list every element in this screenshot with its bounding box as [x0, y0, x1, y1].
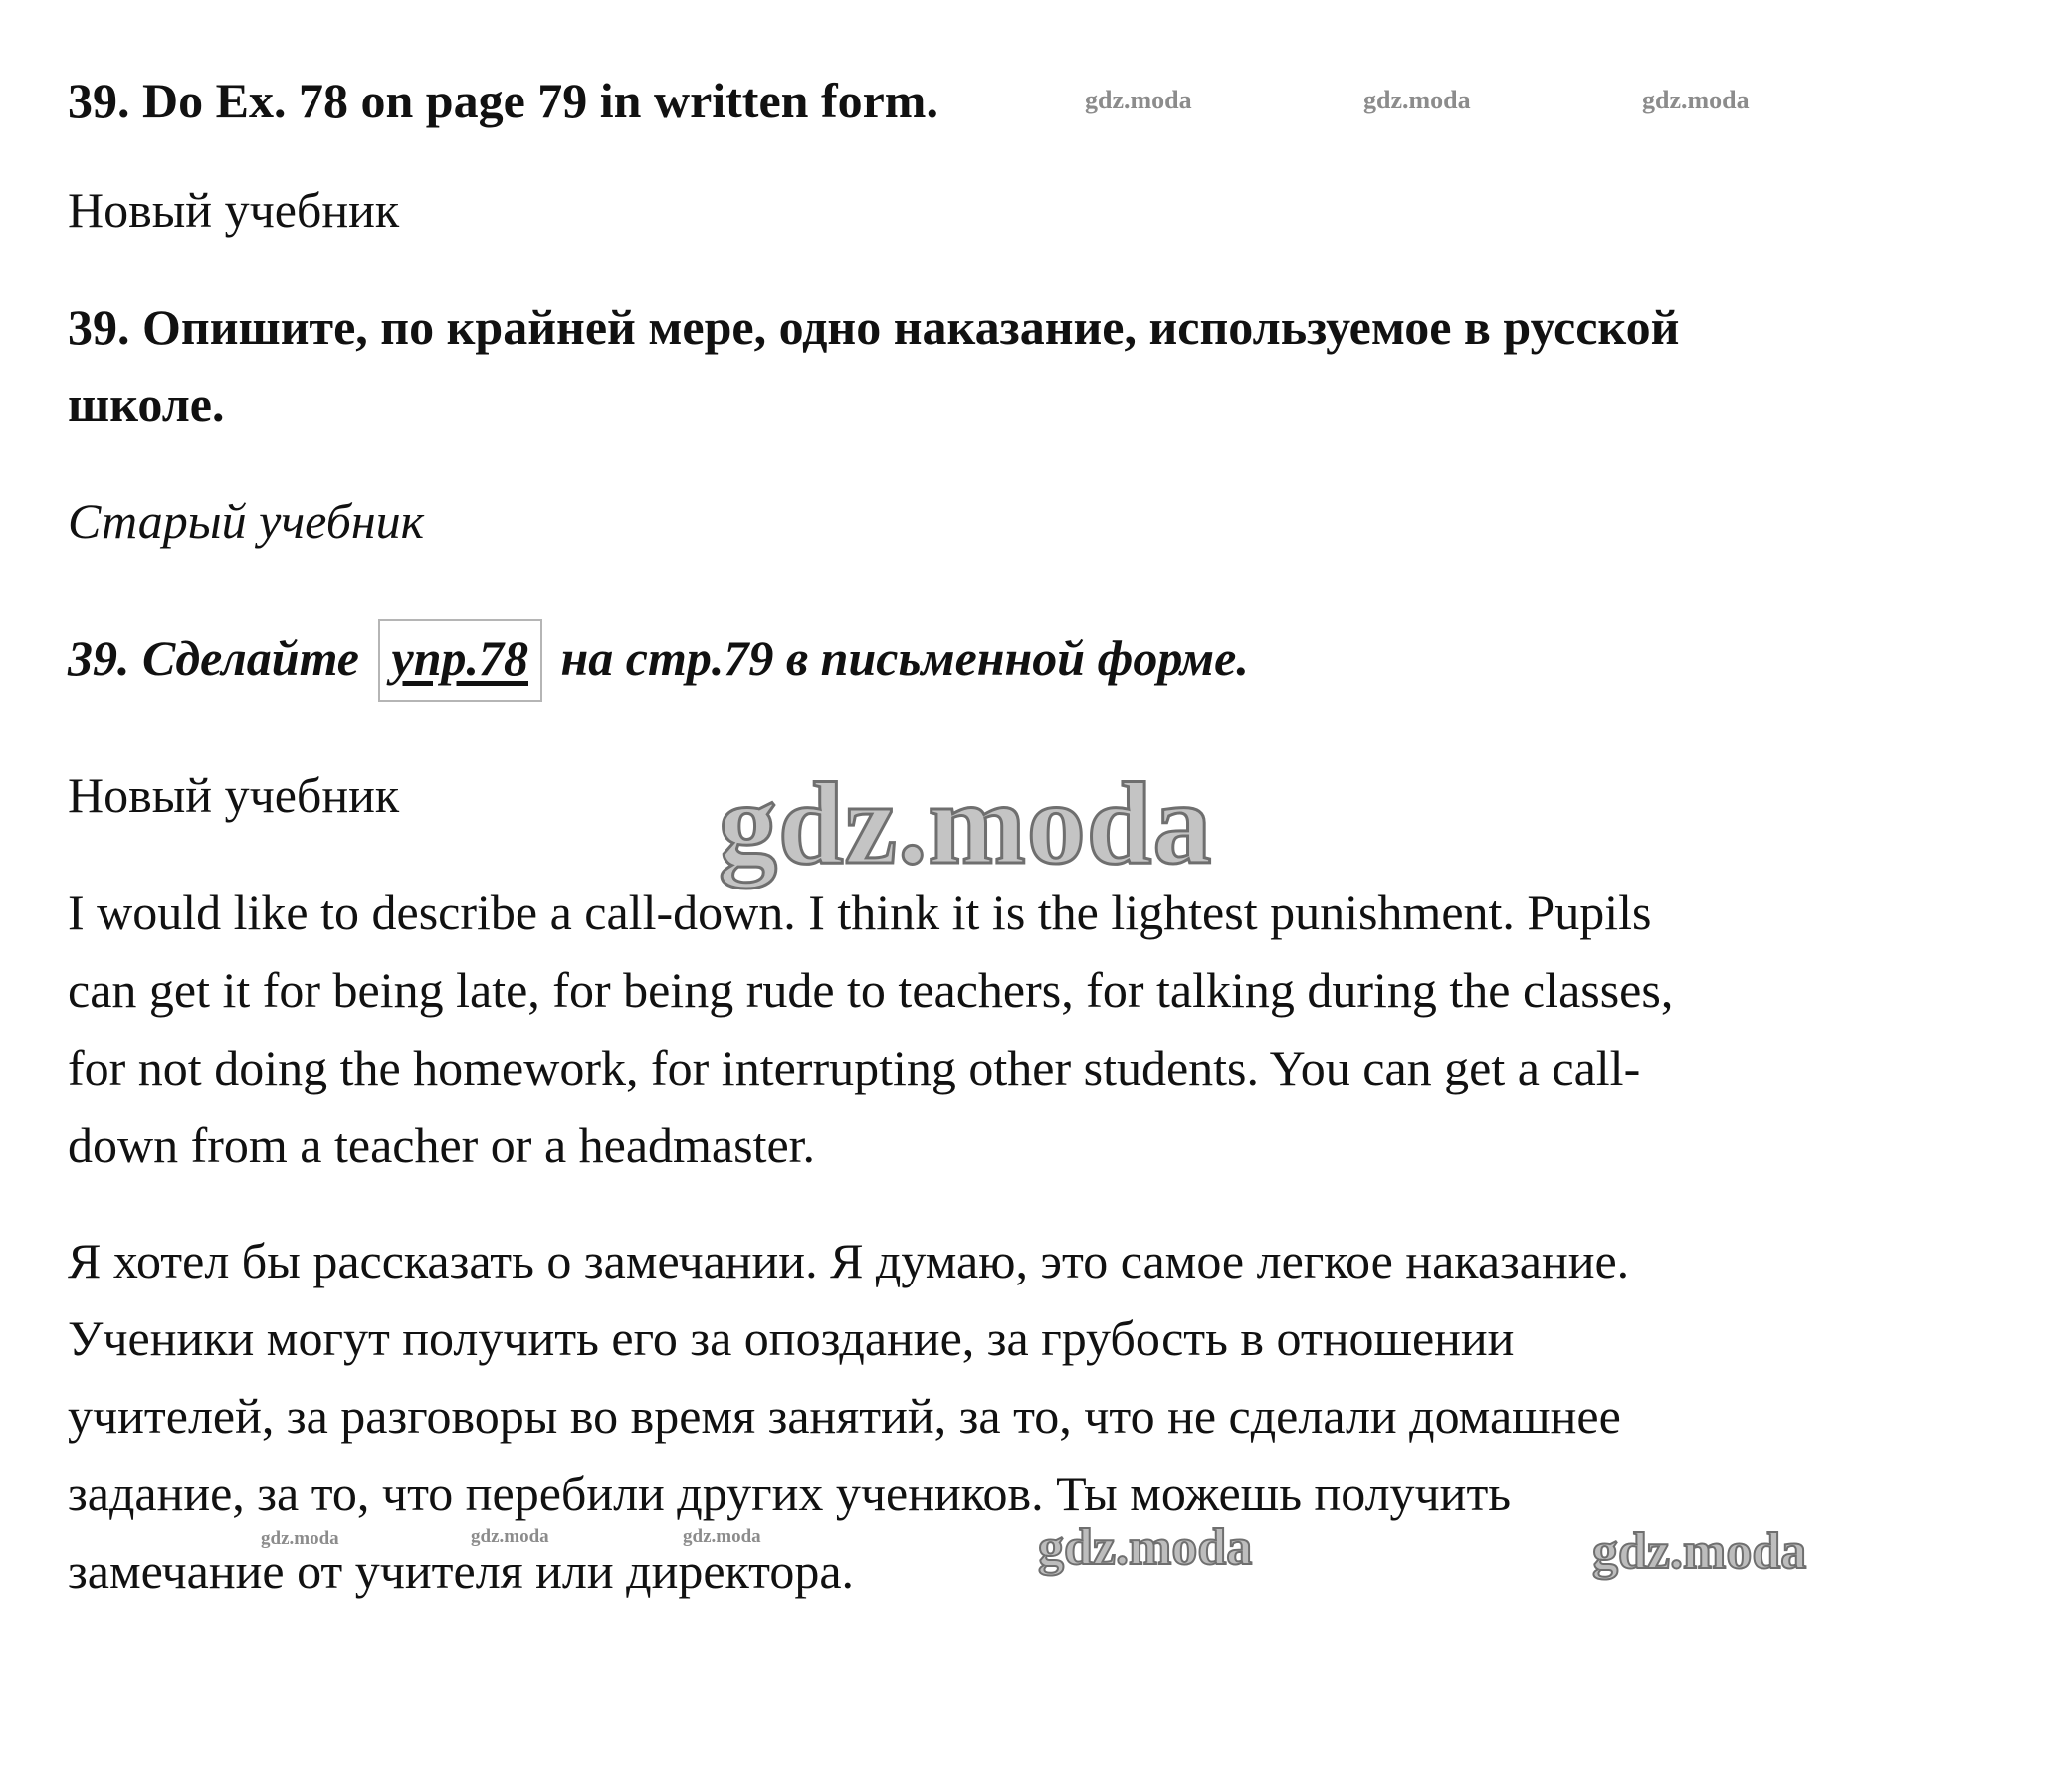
- exercise-heading-ru-old: [68, 619, 1249, 702]
- answer-ru-line: Ученики могут получить его за опоздание, за грубость в отношении: [68, 1310, 1515, 1366]
- label-old-textbook: Старый учебник: [68, 494, 425, 549]
- exercise-heading-en: 39. Do Ex. 78 on page 79 in written form.: [68, 73, 938, 128]
- answer-en-line: I would like to describe a call-down. I think it is the lightest punishment. Pupils: [68, 885, 1652, 940]
- watermark: gdz.moda: [1363, 86, 1471, 114]
- label-new-textbook: Новый учебник: [68, 182, 400, 238]
- watermark: gdz.moda: [1085, 86, 1192, 114]
- answer-en-line: for not doing the homework, for interrupting other students. You can get a call-: [68, 1040, 1641, 1095]
- watermark: gdz.moda: [471, 1526, 549, 1547]
- answer-ru-line: Я хотел бы рассказать о замечании. Я думаю, это самое легкое наказание.: [68, 1233, 1630, 1288]
- answer-en-line: can get it for being late, for being rude to teachers, for talking during the classes,: [68, 962, 1674, 1018]
- exercise-heading-ru: 39. Опишите, по крайней мере, одно наказание, используемое в русской: [68, 299, 1680, 355]
- label-new-textbook-2: Новый учебник: [68, 767, 400, 823]
- exercise-heading-ru-continued: школе.: [68, 376, 225, 432]
- answer-ru-line: замечание от учителя или директора.: [68, 1543, 855, 1599]
- heading-old-prefix: 39. Сделайте: [68, 630, 359, 686]
- watermark: gdz.moda: [1642, 86, 1750, 114]
- watermark: gdz.moda: [683, 1526, 761, 1547]
- answer-ru-line: задание, за то, что перебили других учеников. Ты можешь получить: [68, 1466, 1512, 1521]
- watermark-medium: gdz.moda: [1592, 1523, 1807, 1580]
- watermark: gdz.moda: [261, 1528, 339, 1549]
- answer-en-line: down from a teacher or a headmaster.: [68, 1117, 816, 1173]
- watermark-large: gdz.moda: [719, 758, 1213, 889]
- answer-english: [68, 874, 2018, 1184]
- heading-old-suffix: на стр.79 в письменной форме.: [560, 630, 1249, 686]
- answer-ru-line: учителей, за разговоры во время занятий, за то, что не сделали домашнее: [68, 1388, 1621, 1444]
- watermark-medium: gdz.moda: [1038, 1519, 1253, 1576]
- exercise-link[interactable]: упр.78: [378, 619, 543, 702]
